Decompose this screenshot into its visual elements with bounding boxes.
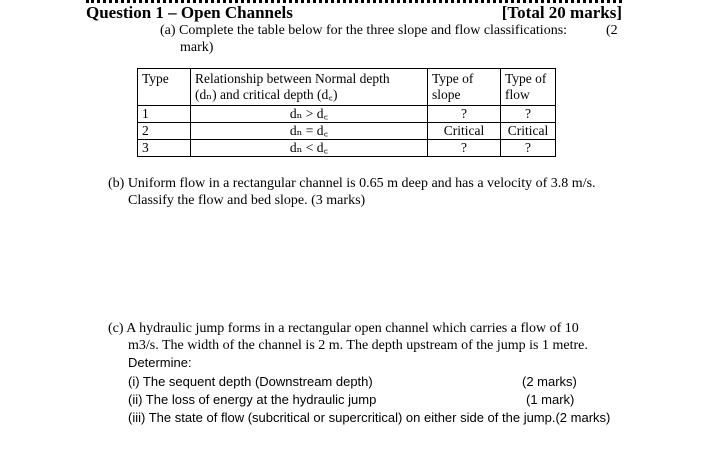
table-row: [138, 106, 556, 123]
cell-relationship: dₙ > d꜀: [191, 106, 428, 123]
total-marks: [Total 20 marks]: [501, 3, 622, 22]
item-marks: (2 marks): [522, 374, 577, 389]
cell-type: 1: [138, 106, 191, 123]
table-row: [138, 140, 556, 157]
part-c-line2: m3/s. The width of the channel is 2 m. The depth upstream of the jump is 1 metre.: [128, 338, 588, 353]
question-header: [86, 3, 622, 23]
part-c-line1: (c) A hydraulic jump forms in a rectangular open channel which carries a flow of 10: [108, 321, 579, 336]
part-c: [108, 320, 648, 371]
table-row: [138, 123, 556, 140]
question-title: Question 1 – Open Channels: [86, 3, 293, 22]
cell-slope: ?: [428, 140, 501, 157]
part-b-line2: Classify the flow and bed slope. (3 marks): [128, 193, 366, 208]
header-slope: Type of slope: [428, 69, 501, 106]
header-flow: Type of flow: [501, 69, 556, 106]
table-header-row: [138, 69, 556, 106]
cell-slope: Critical: [428, 123, 501, 140]
part-a-line1: (a) Complete the table below for the three slope and flow classifications:: [160, 23, 568, 38]
cell-slope: ?: [428, 106, 501, 123]
list-item: (iii) The state of flow (subcritical or supercritical) on either side of the jump.(2 marks): [128, 410, 611, 425]
part-b: [108, 175, 628, 209]
cell-relationship: dₙ < d꜀: [191, 140, 428, 157]
header-relationship: Relationship between Normal depth (dₙ) and critical depth (d꜀): [191, 69, 428, 106]
header-type: Type: [138, 69, 191, 106]
part-c-items: [128, 373, 628, 427]
cell-flow: Critical: [501, 123, 556, 140]
item-marks: (1 mark): [526, 392, 575, 407]
cell-relationship: dₙ = d꜀: [191, 123, 428, 140]
list-item: (i) The sequent depth (Downstream depth) (2 marks): [128, 374, 577, 389]
part-b-line1: (b) Uniform flow in a rectangular channel is 0.65 m deep and has a velocity of 3.8 m/s.: [108, 176, 596, 191]
cell-type: 2: [138, 123, 191, 140]
cell-flow: ?: [501, 106, 556, 123]
part-c-line3: Determine:: [128, 355, 192, 370]
part-a-line2: mark): [180, 40, 214, 55]
part-a: [160, 22, 630, 56]
classification-table: [137, 68, 556, 157]
cell-flow: ?: [501, 140, 556, 157]
part-a-marks: (2: [606, 23, 618, 38]
cell-type: 3: [138, 140, 191, 157]
list-item: (ii) The loss of energy at the hydraulic jump (1 mark): [128, 392, 575, 407]
